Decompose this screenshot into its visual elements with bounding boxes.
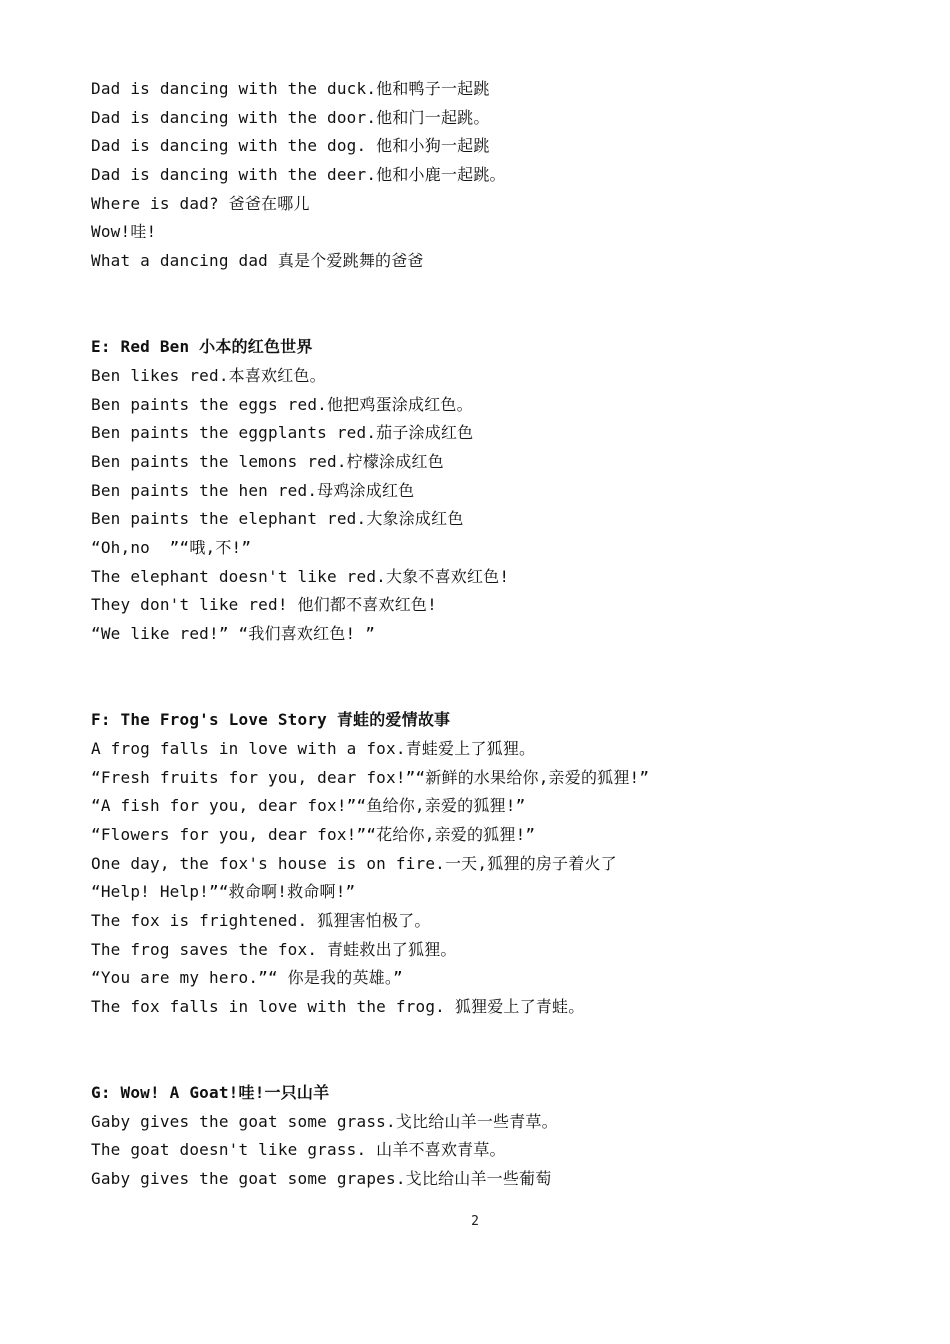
text-line: Ben paints the eggplants red.茄子涂成红色: [91, 423, 474, 443]
document-body: [91, 75, 911, 1194]
text-line: The fox is frightened. 狐狸害怕极了。: [91, 910, 431, 930]
text-line: “Help! Help!”“救命啊!救命啊!”: [91, 882, 356, 902]
page-number: 2: [471, 1214, 479, 1229]
section-spacer: [91, 276, 911, 333]
section-red-ben: [91, 333, 911, 649]
text-line: Where is dad? 爸爸在哪儿: [91, 193, 310, 213]
text-line: Ben paints the elephant red.大象涂成红色: [91, 509, 464, 529]
text-line: The goat doesn't like grass. 山羊不喜欢青草。: [91, 1140, 506, 1160]
text-line: Dad is dancing with the dog. 他和小狗一起跳: [91, 136, 490, 156]
section-heading: G: Wow! A Goat!哇!一只山羊: [91, 1083, 330, 1103]
section-wow-a-goat: [91, 1079, 911, 1194]
section-dancing-dad: [91, 75, 911, 276]
text-line: A frog falls in love with a fox.青蛙爱上了狐狸。: [91, 738, 536, 758]
text-line: Ben likes red.本喜欢红色。: [91, 365, 326, 385]
section-spacer: [91, 1022, 911, 1079]
text-line: “A fish for you, dear fox!”“鱼给你,亲爱的狐狸!”: [91, 796, 526, 816]
text-line: One day, the fox's house is on fire.一天,狐狸的房子着火了: [91, 853, 617, 873]
text-line: Dad is dancing with the duck.他和鸭子一起跳: [91, 79, 490, 98]
text-line: They don't like red! 他们都不喜欢红色!: [91, 595, 437, 615]
text-line: “Fresh fruits for you, dear fox!”“新鲜的水果给你,亲爱的狐狸!”: [91, 767, 650, 787]
text-line: Wow!哇!: [91, 222, 157, 242]
section-heading: E: Red Ben 小本的红色世界: [91, 337, 313, 357]
text-line: Ben paints the hen red.母鸡涂成红色: [91, 480, 415, 500]
text-line: Dad is dancing with the door.他和门一起跳。: [91, 107, 490, 127]
section-spacer: [91, 649, 911, 706]
text-line: The fox falls in love with the frog. 狐狸爱上了青蛙。: [91, 997, 585, 1017]
text-line: Dad is dancing with the deer.他和小鹿一起跳。: [91, 165, 506, 185]
text-line: What a dancing dad 真是个爱跳舞的爸爸: [91, 251, 424, 271]
text-line: “Flowers for you, dear fox!”“花给你,亲爱的狐狸!”: [91, 824, 536, 844]
text-line: The frog saves the fox. 青蛙救出了狐狸。: [91, 939, 457, 959]
text-line: “We like red!” “我们喜欢红色! ”: [91, 624, 376, 644]
text-line: The elephant doesn't like red.大象不喜欢红色!: [91, 566, 510, 586]
text-line: “You are my hero.”“ 你是我的英雄。”: [91, 968, 403, 988]
text-line: Gaby gives the goat some grapes.戈比给山羊一些葡萄: [91, 1169, 552, 1189]
section-frog-love-story: [91, 706, 911, 1022]
text-line: Ben paints the lemons red.柠檬涂成红色: [91, 451, 444, 471]
text-line: “Oh,no ”“哦,不!”: [91, 538, 252, 558]
section-heading: F: The Frog's Love Story 青蛙的爱情故事: [91, 710, 451, 730]
text-line: Ben paints the eggs red.他把鸡蛋涂成红色。: [91, 394, 473, 414]
text-line: Gaby gives the goat some grass.戈比给山羊一些青草。: [91, 1111, 558, 1131]
